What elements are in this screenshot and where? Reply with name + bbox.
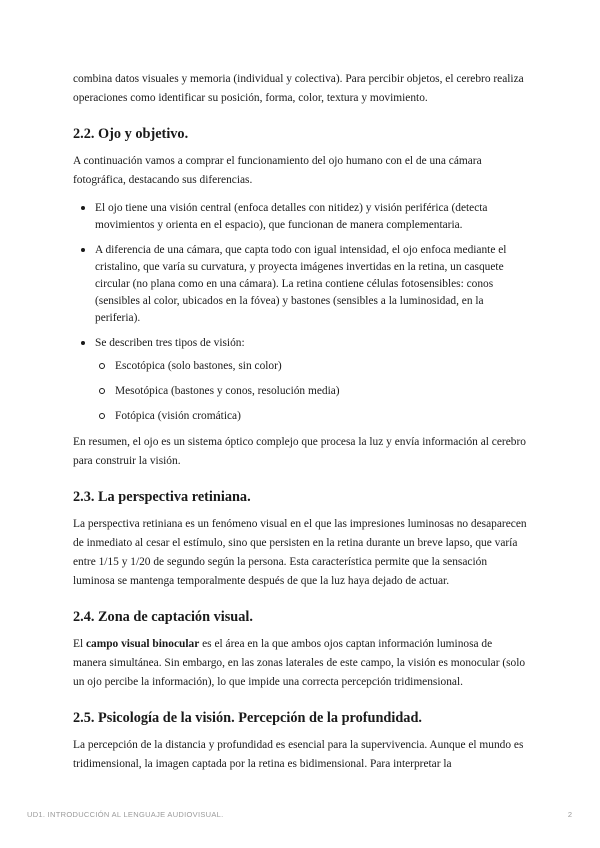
document-page <box>73 70 527 774</box>
section-2-3-body: La perspectiva retiniana es un fenómeno visual en el que las impresiones luminosas no desaparecen de inmediato al cesar el estímulo, sino que persisten en la retina durante un breve lapso, que varía entre 1/15 y 1/20 de segundo según la persona. Esta característica permite que la sensación luminosa se mantenga temporalmente después de que la luz haya dejado de actuar. <box>73 518 527 587</box>
list-item: Escotópica (solo bastones, sin color) <box>95 358 527 375</box>
section-2-2-intro: A continuación vamos a comprar el funcionamiento del ojo humano con el de una cámara fotográfica, destacando sus diferencias. <box>73 155 482 186</box>
section-2-2-conclusion: En resumen, el ojo es un sistema óptico complejo que procesa la luz y envía información al cerebro para construir la visión. <box>73 436 526 467</box>
bold-term: campo visual binocular <box>85 638 200 650</box>
vision-types-list <box>95 358 527 425</box>
section-2-4-heading: 2.4. Zona de captación visual. <box>73 609 253 625</box>
list-item-text: Se describen tres tipos de visión: <box>95 337 245 349</box>
intro-paragraph: combina datos visuales y memoria (individual y colectiva). Para percibir objetos, el cerebro realiza operaciones como identificar su posición, forma, color, textura y movimiento. <box>73 73 524 104</box>
list-item <box>73 335 527 425</box>
section-2-3-heading: 2.3. La perspectiva retiniana. <box>73 489 251 505</box>
body-text: es el área en la que ambos ojos captan información luminosa de manera simultánea. Sin embargo, en las zonas laterales de este campo, la visión es monocular (solo un ojo percibe la información), lo que impide una correcta percepción tridimensional. <box>73 638 526 688</box>
section-2-5-body: La percepción de la distancia y profundidad es esencial para la supervivencia. Aunque el mundo es tridimensional, la imagen captada por la retina es bidimensional. Para interpretar la <box>73 739 524 770</box>
section-2-2-heading: 2.2. Ojo y objetivo. <box>73 126 189 142</box>
list-item: El ojo tiene una visión central (enfoca detalles con nitidez) y visión periférica (detecta movimientos y orienta en el espacio), que funcionan de manera complementaria. <box>73 200 527 234</box>
page-number: 2 <box>567 810 572 819</box>
body-text: El <box>73 638 86 650</box>
list-item: A diferencia de una cámara, que capta todo con igual intensidad, el ojo enfoca mediante el cristalino, que varía su curvatura, y proyecta imágenes invertidas en la retina, un casquete circular (no plana como en una cámara). La retina contiene células fotosensibles: conos (sensibles al color, ubicados en la fóvea) y bastones (sensibles a la luminosidad, en la periferia). <box>73 242 527 327</box>
footer-unit-title: UD1. INTRODUCCIÓN AL LENGUAJE AUDIOVISUAL. <box>27 810 224 819</box>
section-2-4-body <box>73 635 527 692</box>
vision-bullet-list <box>73 200 527 425</box>
section-2-5-heading: 2.5. Psicología de la visión. Percepción de la profundidad. <box>73 710 422 726</box>
list-item: Mesotópica (bastones y conos, resolución media) <box>95 383 527 400</box>
list-item: Fotópica (visión cromática) <box>95 408 527 425</box>
